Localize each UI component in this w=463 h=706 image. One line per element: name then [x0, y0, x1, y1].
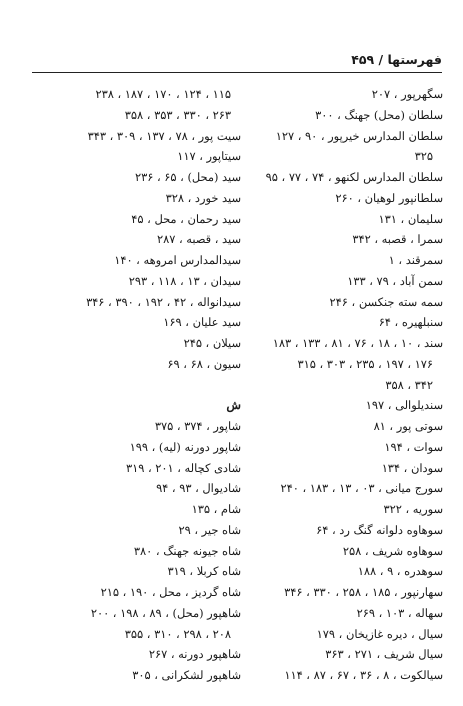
index-right-entry: سمن آباد ، ۷۹ ، ۱۳۳: [347, 273, 443, 288]
index-right-entry: سمرقند ، ۱: [388, 253, 443, 267]
index-left-entry: سید ، قصبه ، ۲۸۷: [156, 232, 241, 247]
index-right-entry: سنبلهیره ، ۶۴: [378, 315, 443, 330]
index-left-entry: شاهپور (محل) ، ۸۹ ، ۱۹۸ ، ۲۰۰: [90, 605, 241, 620]
index-right-entry: سمرا ، قصبه ، ۳۴۲: [352, 232, 443, 247]
section-letter-heading: ش: [226, 398, 241, 413]
index-left-entry: شاه کربلا ، ۳۱۹: [167, 564, 241, 579]
index-right-entry: سوهاوه دلوانه گنگ رد ، ۶۴: [316, 522, 443, 537]
index-left-entry: شاه گردیز ، محل ، ۱۹۰ ، ۲۱۵: [100, 585, 241, 599]
index-right-entry: سیال ، دیره غازیخان ، ۱۷۹: [316, 626, 443, 641]
index-right-entry: سوهاوه شریف ، ۲۵۸: [342, 543, 443, 558]
index-right-entry: سندیلوالی ، ۱۹۷: [365, 398, 443, 413]
header-rule: [32, 72, 442, 73]
index-left-entry-continuation: ۲۶۳ ، ۳۳۰ ، ۳۵۳ ، ۳۵۸: [124, 107, 231, 122]
index-left-entry: سیلان ، ۲۴۵: [183, 336, 241, 350]
index-right-entry: سورج میانی ، ۰۳ ، ۱۳ ، ۱۸۳ ، ۲۴۰: [280, 481, 443, 496]
index-left-entry: سیدان ، ۱۳ ، ۱۱۸ ، ۲۹۳: [128, 273, 241, 288]
index-left-entry: سید علیان ، ۱۶۹: [163, 315, 241, 330]
index-left-entry: شاهپور دورنه ، ۲۶۷: [148, 647, 241, 662]
index-right-entry: سهاله ، ۱۰۳ ، ۲۶۹: [356, 605, 443, 620]
index-left-entry: شادیوال ، ۹۳ ، ۹۴: [156, 481, 241, 496]
index-left-entry: سید (محل) ، ۶۵ ، ۲۳۶: [135, 170, 241, 184]
index-left-entry: سیدانواله ، ۴۲ ، ۱۹۲ ، ۳۹۰ ، ۳۴۶: [86, 294, 241, 309]
index-right-entry: سودان ، ۱۳۴: [381, 460, 443, 475]
index-right-entry: سوتی پور ، ۸۱: [373, 419, 443, 433]
index-right-entry-continuation: ۳۴۲ ، ۳۵۸: [385, 377, 433, 392]
index-column-left: [29, 84, 241, 686]
index-right-entry: سلیمان ، ۱۳۱: [378, 211, 443, 226]
index-left-entry: شاهپور لشکرانی ، ۳۰۵: [132, 668, 241, 682]
index-right-entry: سوهدره ، ۹ ، ۱۸۸: [357, 564, 443, 579]
index-right-entry: سیال شریف ، ۲۷۱ ، ۳۶۳: [325, 647, 443, 662]
index-right-entry: سلطانپور لوهیان ، ۲۶۰: [335, 190, 443, 205]
index-left-spacer: [29, 375, 241, 396]
index-right-entry: سند ، ۱۰ ، ۱۸ ، ۷۶ ، ۸۱ ، ۱۳۳ ، ۱۸۳: [272, 336, 443, 350]
index-left-entry: سید خورد ، ۳۲۸: [165, 190, 241, 205]
index-left-entry: سیت پور ، ۷۸ ، ۱۳۷ ، ۳۰۹ ، ۳۴۳: [87, 128, 241, 143]
index-left-entry: سید رحمان ، محل ، ۴۵: [131, 211, 241, 226]
index-left-entry-continuation: ۲۰۸ ، ۲۹۸ ، ۳۱۰ ، ۳۵۵: [124, 626, 231, 641]
index-left-entry: شاپور دورنه (لیه) ، ۱۹۹: [129, 439, 241, 454]
index-column-right: [243, 84, 443, 686]
index-right-entry: سوریه ، ۳۲۲: [383, 502, 443, 516]
index-right-entry: سلطان المدارس خیرپور ، ۹۰ ، ۱۲۷: [275, 128, 443, 143]
index-right-entry: سلطان (محل) جهنگ ، ۳۰۰: [315, 107, 443, 122]
index-left-entry-continuation: ۱۱۵ ، ۱۲۴ ، ۱۷۰ ، ۱۸۷ ، ۲۳۸: [95, 87, 231, 101]
index-left-entry: شاه جیر ، ۲۹: [178, 522, 241, 537]
index-left-entry: شام ، ۱۳۵: [191, 502, 241, 516]
index-right-entry: سلطان المدارس لکنهو ، ۷۴ ، ۷۷ ، ۹۵: [265, 170, 443, 184]
index-right-entry-continuation: ۳۲۵: [414, 149, 433, 164]
index-right-entry-continuation: ۱۷۶ ، ۱۹۷ ، ۲۳۵ ، ۳۰۳ ، ۳۱۵: [297, 356, 433, 371]
running-header-title: فهرستها / ۴۵۹: [351, 52, 442, 67]
page-header: [32, 52, 442, 70]
index-right-entry: سیالکوت ، ۸ ، ۳۶ ، ۶۷ ، ۸۷ ، ۱۱۴: [284, 668, 443, 682]
index-right-entry: سهارنپور ، ۱۸۵ ، ۲۵۸ ، ۳۳۰ ، ۳۴۶: [284, 585, 443, 599]
index-right-entry: سوات ، ۱۹۴: [384, 439, 443, 454]
index-left-entry: سیون ، ۶۸ ، ۶۹: [167, 356, 241, 371]
index-right-entry: سگھرپور ، ۲۰۷: [371, 87, 443, 101]
index-left-entry: شادی کچاله ، ۲۰۱ ، ۳۱۹: [125, 460, 241, 475]
index-left-entry: شاپور ، ۳۷۴ ، ۳۷۵: [154, 419, 241, 433]
index-left-entry: سیدالمدارس امروهه ، ۱۴۰: [114, 253, 241, 267]
index-left-entry: شاه جیونه جهنگ ، ۳۸۰: [133, 543, 241, 558]
index-left-entry: سیتاپور ، ۱۱۷: [177, 149, 241, 164]
index-right-entry: سمه سته جنکسن ، ۲۴۶: [329, 294, 443, 309]
